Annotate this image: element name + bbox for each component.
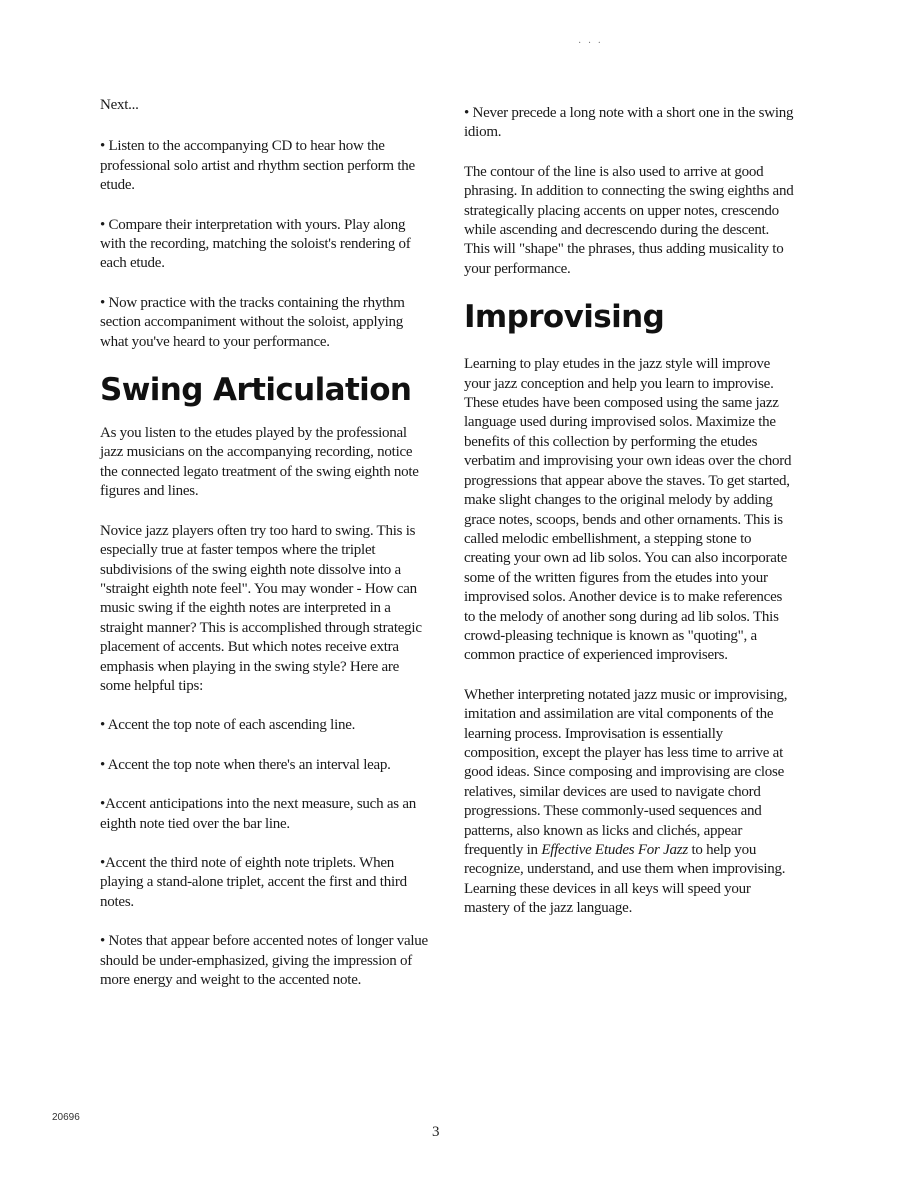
tip-interval-leap: • Accent the top note when there's an interval leap. bbox=[100, 756, 391, 773]
page-number: 3 bbox=[432, 1124, 440, 1140]
next-label: Next... bbox=[100, 97, 139, 113]
imitation-text-before: Whether interpreting notated jazz music or improvising, imitation and assimilation are vital components of the learning process. Improvisation is essentially composition, except the player has less time to arrive at good ideas. Since composing and improvising are close relatives, similar devices are used to navigate chord progressions. These commonly-used sequences and patterns, also known as licks and clichés, appear frequently in bbox=[464, 686, 788, 858]
bullet-never-precede: • Never precede a long note with a short one in the swing idiom. bbox=[464, 105, 794, 141]
contour-paragraph: The contour of the line is also used to arrive at good phrasing. In addition to connecting the swing eighths and strategically placing accents on upper notes, crescendo while ascending and decrescendo during the descent. This will "shape" the phrases, thus adding musicality to your performance. bbox=[464, 163, 794, 277]
bullet-compare: • Compare their interpretation with yours. Play along with the recording, matching the soloist's rendering of each etude. bbox=[100, 216, 411, 272]
improvising-paragraph-imitation bbox=[464, 686, 794, 919]
tip-under-emphasize: • Notes that appear before accented notes of longer value should be under-emphasized, giving the impression of more energy and weight to the accented note. bbox=[100, 933, 428, 988]
swing-paragraph-listen: As you listen to the etudes played by the professional jazz musicians on the accompanying recording, notice the connected legato treatment of the swing eighth note figures and lines. bbox=[100, 425, 419, 500]
book-title: Effective Etudes For Jazz bbox=[541, 842, 688, 858]
tip-anticipations: •Accent anticipations into the next measure, such as an eighth note tied over the bar line. bbox=[100, 796, 416, 832]
left-column bbox=[100, 96, 430, 1010]
swing-paragraph-novice: Novice jazz players often try too hard to swing. This is especially true at faster tempos where the triplet subdivisions of the swing eighth note dissolve into a "straight eighth note feel". You may wonder - How can music swing if the eighth notes are interpreted in a straight manner? This is accomplished through strategic placement of accents. But which notes receive extra emphasis when playing in the swing style? Here are some helpful tips: bbox=[100, 522, 422, 694]
improvising-paragraph-learning: Learning to play etudes in the jazz style will improve your jazz conception and help you learn to improvise. These etudes have been composed using the same jazz language used during improvised solos. Maximize the benefits of this collection by performing the etudes verbatim and improvising your own ideas over the chord progressions that appear above the staves. To get started, make slight changes to the original melody by adding grace notes, scoops, bends and other ornaments. This is called melodic embellishment, a stepping stone to creating your own ad lib solos. You can also incorporate some of the written figures from the etudes into your improvised solos. Another device is to make references to the melody of another song during ad lib solos. This crowd-pleasing technique is known as "quoting", a common practice of experienced improvisers. bbox=[464, 356, 792, 664]
swing-articulation-heading: Swing Articulation bbox=[100, 372, 412, 409]
bullet-practice: • Now practice with the tracks containing the rhythm section accompaniment without the soloist, applying what you've heard to your performance. bbox=[100, 294, 405, 350]
right-column bbox=[464, 96, 794, 939]
catalog-code: 20696 bbox=[52, 1112, 80, 1123]
bullet-listen: • Listen to the accompanying CD to hear how the professional solo artist and rhythm section perform the etude. bbox=[100, 138, 415, 194]
improvising-heading: Improvising bbox=[464, 299, 665, 336]
tip-triplets: •Accent the third note of eighth note triplets. When playing a stand-alone triplet, accent the first and third notes. bbox=[100, 854, 407, 910]
tip-ascending-line: • Accent the top note of each ascending line. bbox=[100, 717, 356, 734]
scan-speck: · · · bbox=[578, 38, 603, 49]
imitation-text-after: to help you recognize, understand, and use them when improvising. Learning these devices in all keys will speed your mastery of the jazz language. bbox=[464, 842, 786, 917]
